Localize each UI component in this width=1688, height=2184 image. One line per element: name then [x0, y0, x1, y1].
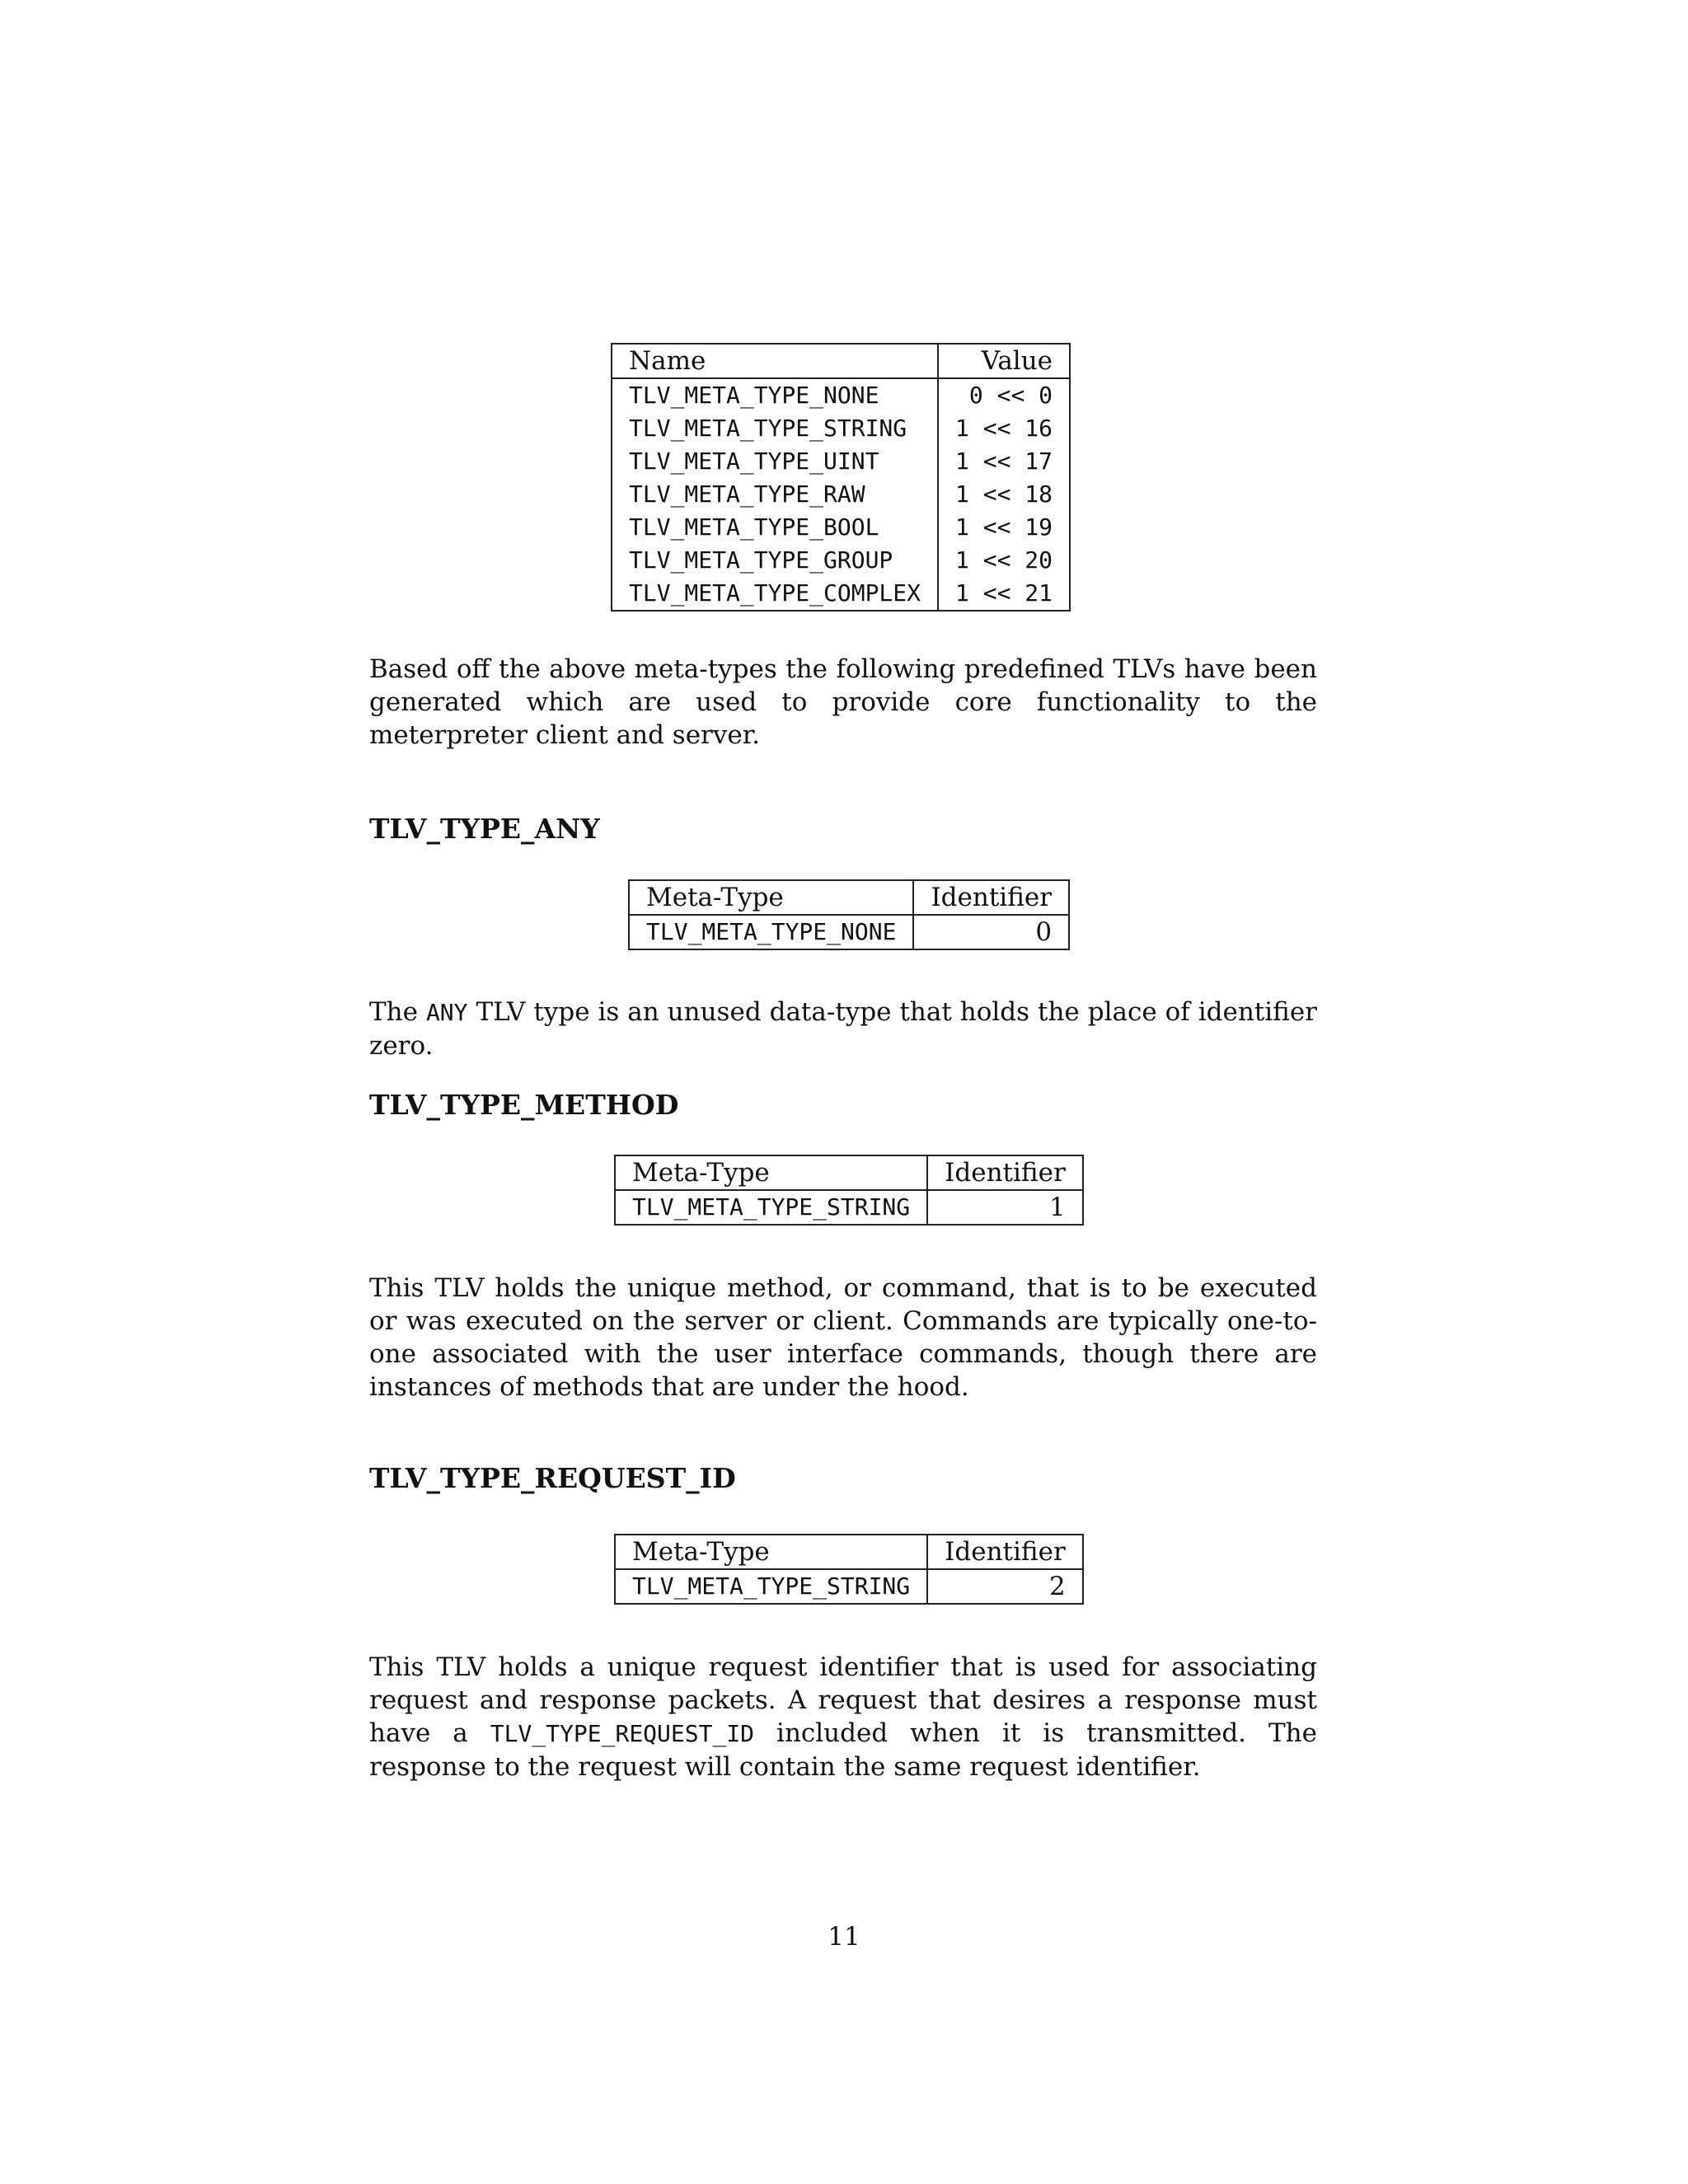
- identifier-cell: 0: [913, 915, 1069, 949]
- meta-type-name: TLV_META_TYPE_RAW: [629, 480, 865, 508]
- meta-type-name: TLV_META_TYPE_NONE: [629, 382, 879, 409]
- request-id-meta-table: [614, 1534, 1084, 1605]
- table-row: [612, 511, 1070, 544]
- identifier-cell: 2: [927, 1569, 1083, 1604]
- any-meta-table: [628, 879, 1070, 950]
- meta-type-cell: TLV_META_TYPE_STRING: [632, 1572, 911, 1600]
- meta-type-cell: TLV_META_TYPE_NONE: [646, 918, 897, 945]
- section-heading-request-id: TLV_TYPE_REQUEST_ID: [369, 1462, 736, 1494]
- meta-type-name: TLV_META_TYPE_COMPLEX: [629, 579, 921, 607]
- request-id-paragraph: [369, 1651, 1317, 1783]
- table-header-row: [629, 880, 1069, 915]
- inline-code: ANY: [425, 999, 468, 1026]
- table-row: [615, 1569, 1083, 1604]
- column-header-name: Name: [612, 344, 938, 378]
- meta-type-value: 1 << 17: [938, 445, 1070, 478]
- meta-type-value: 1 << 21: [938, 577, 1070, 611]
- table-header-row: [612, 344, 1070, 378]
- inline-code: TLV_TYPE_REQUEST_ID: [490, 1720, 755, 1747]
- meta-type-value: 0 << 0: [938, 378, 1070, 412]
- meta-type-name: TLV_META_TYPE_GROUP: [629, 546, 893, 574]
- meta-type-value: 1 << 19: [938, 511, 1070, 544]
- meta-type-cell: TLV_META_TYPE_STRING: [632, 1193, 911, 1221]
- table-row: [612, 577, 1070, 611]
- meta-type-value: 1 << 18: [938, 478, 1070, 511]
- paragraph-text: TLV type is an unused data-type that holds the place of identifier zero.: [369, 997, 1317, 1061]
- table-row: [612, 478, 1070, 511]
- column-header-identifier: Identifier: [927, 1535, 1083, 1569]
- table-row: [629, 915, 1069, 949]
- table-row: [612, 445, 1070, 478]
- column-header-identifier: Identifier: [927, 1155, 1083, 1190]
- table-row: [612, 378, 1070, 412]
- column-header-meta-type: Meta-Type: [615, 1155, 927, 1190]
- paragraph-text: included when it is transmitted. The response to the request will contain the same request identifier.: [369, 1718, 1317, 1782]
- table-header-row: [615, 1535, 1083, 1569]
- column-header-meta-type: Meta-Type: [615, 1535, 927, 1569]
- page-number: 11: [828, 1922, 860, 1952]
- meta-type-value: 1 << 20: [938, 544, 1070, 577]
- intro-paragraph: Based off the above meta-types the following predefined TLVs have been generated which are used to provide core functionality to the meterpreter client and server.: [369, 654, 1317, 750]
- column-header-meta-type: Meta-Type: [629, 880, 913, 915]
- column-header-identifier: Identifier: [913, 880, 1069, 915]
- paragraph-text: This TLV holds a unique request identifier that is used for associating request and response packets. A request that desires a response must have a: [369, 1652, 1317, 1748]
- table-row: [612, 544, 1070, 577]
- table-header-row: [615, 1155, 1083, 1190]
- meta-type-value: 1 << 16: [938, 412, 1070, 445]
- table-row: [615, 1190, 1083, 1225]
- table-row: [612, 412, 1070, 445]
- method-meta-table: [614, 1155, 1084, 1226]
- any-paragraph: [369, 996, 1317, 1062]
- column-header-value: Value: [938, 344, 1070, 378]
- meta-type-name: TLV_META_TYPE_UINT: [629, 448, 879, 475]
- section-heading-method: TLV_TYPE_METHOD: [369, 1089, 679, 1121]
- meta-type-name: TLV_META_TYPE_STRING: [629, 415, 907, 442]
- identifier-cell: 1: [927, 1190, 1083, 1225]
- meta-type-name: TLV_META_TYPE_BOOL: [629, 513, 879, 541]
- meta-types-table: [611, 343, 1071, 612]
- section-heading-any: TLV_TYPE_ANY: [369, 813, 600, 845]
- paragraph-text: The: [369, 997, 426, 1027]
- method-paragraph: This TLV holds the unique method, or command, that is to be executed or was executed on the server or client. Commands are typically one-to-one associated with the user interface commands, though there are instances of methods that are under the hood.: [369, 1273, 1317, 1402]
